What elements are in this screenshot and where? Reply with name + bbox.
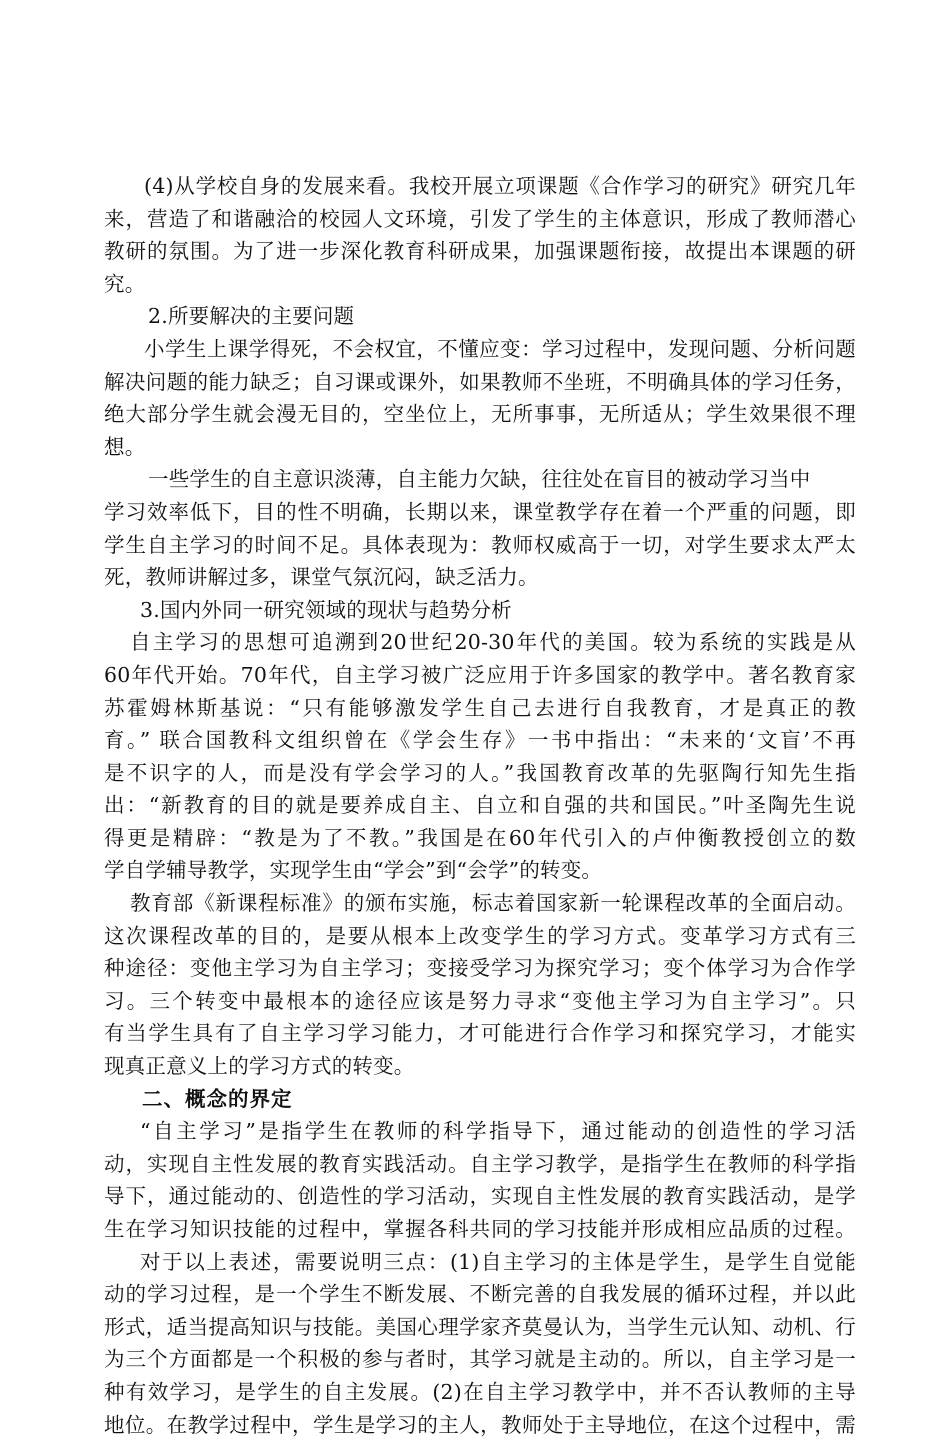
text-line: 是不识字的人，而是没有学会学习的人。”我国教育改革的先驱陶行知先生指 [104,760,856,785]
text-line: 小学生上课学得死，不会权宜，不懂应变：学习过程中，发现问题、分析问题 [144,336,856,361]
text-line: 种途径：变他主学习为自主学习；变接受学习为探究学习；变个体学习为合作学 [104,956,856,981]
text-line: 自主学习的思想可追溯到20世纪20-30年代的美国。较为系统的实践是从 [130,630,856,655]
text-line: 动，实现自主性发展的教育实践活动。自主学习教学，是指学生在教师的科学指 [104,1151,856,1176]
text-line: 出：“新教育的目的就是要养成自主、自立和自强的共和国民。”叶圣陶先生说 [104,793,856,818]
section-title-problems: 2.所要解决的主要问题 [148,304,355,329]
paragraph-research-2 [104,887,856,1083]
text-line: 究。 [104,271,146,296]
text-line: 学生自主学习的时间不足。具体表现为：教师权威高于一切，对学生要求太严太 [104,532,856,557]
text-line: 得更是精辟：“教是为了不教。”我国是在60年代引入的卢仲衡教授创立的数 [104,825,856,850]
text-line: 死，教师讲解过多，课堂气氛沉闷，缺乏活力。 [104,565,539,590]
text-line: 形式，适当提高知识与技能。美国心理学家齐莫曼认为，当学生元认知、动机、行 [104,1314,856,1339]
text-line: 60年代开始。70年代，自主学习被广泛应用于许多国家的教学中。著名教育家 [104,662,856,687]
paragraph-research-1 [104,626,856,887]
text-line: (4)从学校自身的发展来看。我校开展立项课题《合作学习的研究》研究几年 [144,174,856,198]
text-line: 有当学生具有了自主学习学习能力，才可能进行合作学习和探究学习，才能实 [104,1021,856,1046]
text-line: 来，营造了和谐融洽的校园人文环境，引发了学生的主体意识，形成了教师潜心 [104,206,856,231]
document-page [104,170,856,1441]
paragraph-problems-2 [104,463,856,593]
text-line: 学习效率低下，目的性不明确，长期以来，课堂教学存在着一个严重的问题，即 [104,499,856,524]
paragraph-concept-2 [104,1246,856,1441]
paragraph-problems-1 [104,333,856,463]
text-line: 种有效学习，是学生的自主发展。(2)在自主学习教学中，并不否认教师的主导 [104,1379,856,1404]
text-line: 教育部《新课程标准》的颁布实施，标志着国家新一轮课程改革的全面启动。 [130,891,856,916]
heading-concept-definition: 二、概念的界定 [142,1086,293,1111]
text-line: 想。 [104,434,146,459]
text-line: 苏霍姆林斯基说：“只有能够激发学生自己去进行自我教育，才是真正的教 [104,695,856,720]
paragraph-school-development [104,170,856,300]
text-line: 对于以上表述，需要说明三点：(1)自主学习的主体是学生，是学生自觉能 [140,1249,856,1274]
text-line: 生在学习知识技能的过程中，掌握各科共同的学习技能并形成相应品质的过程。 [104,1217,856,1241]
text-line: 现真正意义上的学习方式的转变。 [104,1054,415,1079]
text-line: 这次课程改革的目的，是要从根本上改变学生的学习方式。变革学习方式有三 [104,923,856,948]
text-line: “自主学习”是指学生在教师的科学指导下，通过能动的创造性的学习活 [140,1119,856,1144]
text-line: 学自学辅导教学，实现学生由“学会”到“会学”的转变。 [104,858,603,883]
text-line: 动的学习过程，是一个学生不断发展、不断完善的自我发展的循环过程，并以此 [104,1282,856,1307]
text-line: 育。” 联合国教科文组织曾在《学会生存》一书中指出：“未来的‘文盲’不再 [104,728,856,753]
text-line: 绝大部分学生就会漫无目的，空坐位上，无所事事，无所适从；学生效果很不理 [104,402,856,427]
text-line: 教研的氛围。为了进一步深化教育科研成果，加强课题衔接，故提出本课题的研 [104,239,856,264]
text-line: 为三个方面都是一个积极的参与者时，其学习就是主动的。所以，自主学习是一 [104,1347,856,1372]
paragraph-concept-1 [104,1115,856,1245]
section-title-research-status: 3.国内外同一研究领域的现状与趋势分析 [140,597,512,622]
text-line: 导下，通过能动的、创造性的学习活动，实现自主性发展的教育实践活动，是学 [104,1184,856,1209]
text-line: 一些学生的自主意识淡薄，自主能力欠缺，往往处在盲目的被动学习当中 [148,467,811,492]
text-line: 解决问题的能力缺乏；自习课或课外，如果教师不坐班，不明确具体的学习任务， [104,369,856,394]
text-line: 地位。在教学过程中，学生是学习的主人，教师处于主导地位，在这个过程中，需 [104,1412,856,1437]
text-line: 习。三个转变中最根本的途径应该是努力寻求“变他主学习为自主学习”。只 [104,988,856,1013]
